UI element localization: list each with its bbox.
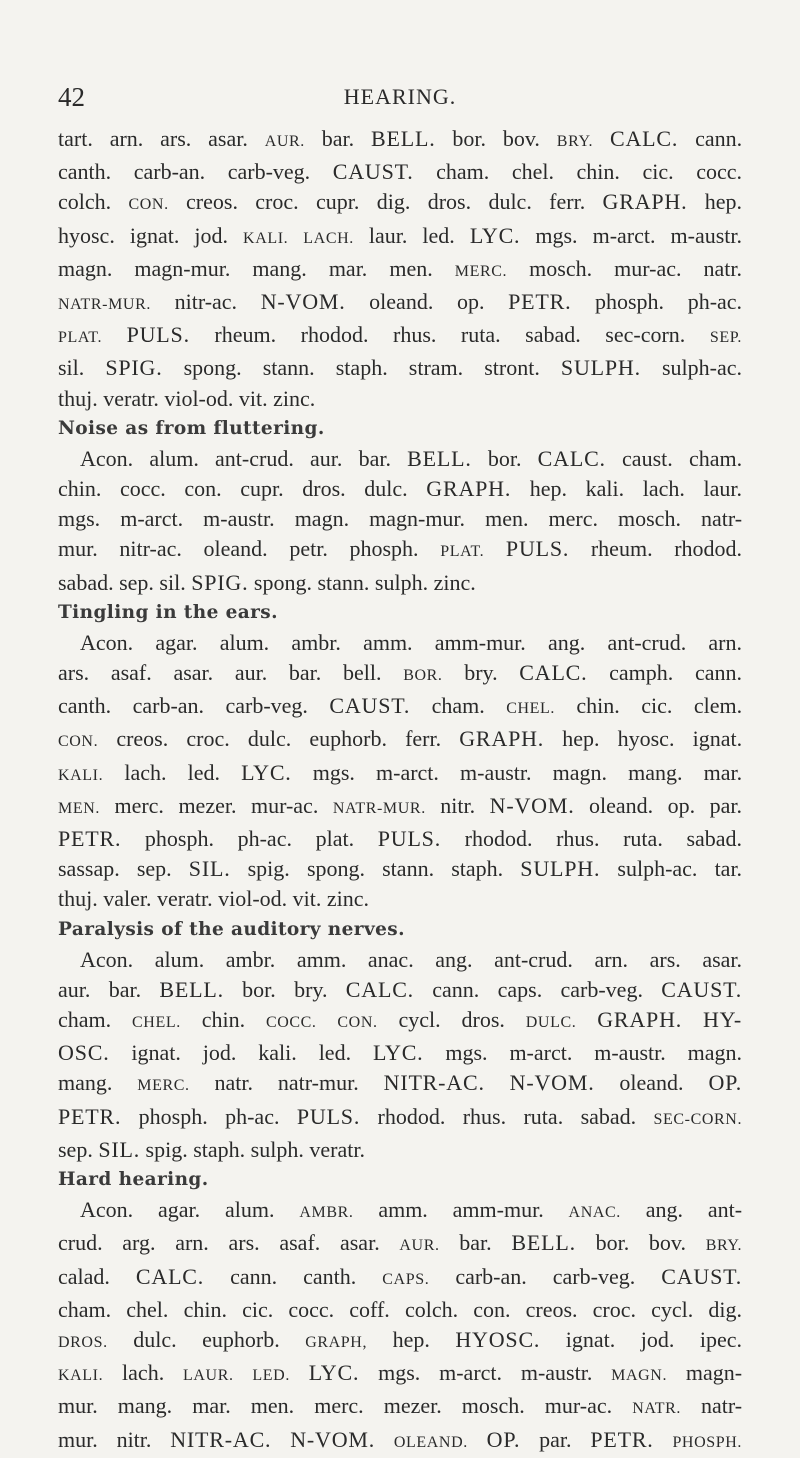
text-line: chin. cocc. con. cupr. dros. dulc. GRAPH. hep. kali. lach. laur. [58,476,743,502]
text-line: CON. creos. croc. dulc. euphorb. ferr. GRAPH. hep. hyosc. ignat. [58,726,743,752]
text-line: ars. asaf. asar. aur. bar. bell. BOR. bry. CALC. camph. cann. [58,660,743,686]
text-line: sil. SPIG. spong. stann. staph. stram. stront. SULPH. sulph-ac. [58,355,742,381]
text-line: mur. nitr. NITR-AC. N-VOM. OLEAND. OP. par. PETR. PHOSPH. [58,1426,742,1452]
text-line: hyosc. ignat. jod. KALI. LACH. laur. led. LYC. mgs. m-arct. m-austr. [58,222,743,248]
text-line: Acon. alum. ant-crud. aur. bar. BELL. bor. CALC. caust. cham. [80,445,743,471]
text-line: Acon. agar. alum. AMBR. amm. amm-mur. ANAC. ang. ant- [80,1197,743,1223]
text-line: canth. carb-an. carb-veg. CAUST. cham. chel. chin. cic. cocc. [58,159,743,185]
page-number: 42 [58,82,85,112]
text-line: PETR. phosph. ph-ac. PULS. rhodod. rhus. ruta. sabad. SEC-CORN. [58,1103,743,1129]
text-line: mgs. m-arct. m-austr. magn. magn-mur. men. merc. mosch. natr- [58,506,743,532]
page-header [58,82,742,116]
paragraph-hard-hearing [58,1195,742,1458]
paragraph-tingling [58,628,742,915]
section-heading: Tingling in the ears. [58,601,278,623]
text-line: PLAT. PULS. rheum. rhodod. rhus. ruta. sabad. sec-corn. SEP. [58,322,743,348]
body-text [58,124,742,1458]
text-line: aur. bar. BELL. bor. bry. CALC. cann. caps. carb-veg. CAUST. [58,976,743,1002]
text-line: mur. mang. mar. men. merc. mezer. mosch. mur-ac. NATR. natr- [58,1393,743,1419]
running-head: HEARING. [343,84,457,109]
text-line: OSC. ignat. jod. kali. led. LYC. mgs. m-arct. m-austr. magn. [58,1040,743,1066]
text-line: KALI. lach. led. LYC. mgs. m-arct. m-austr. magn. mang. mar. [58,759,743,785]
text-line: cham. CHEL. chin. COCC. CON. cycl. dros. DULC. GRAPH. HY- [58,1007,743,1033]
text-line: thuj. veratr. viol-od. vit. zinc. [58,385,316,411]
text-line: cham. chel. chin. cic. cocc. coff. colch. con. creos. croc. cycl. dig. [58,1296,743,1322]
text-line: thuj. valer. veratr. viol-od. vit. zinc. [58,886,370,912]
text-line: KALI. lach. LAUR. LED. LYC. mgs. m-arct. m-austr. MAGN. magn- [58,1360,743,1386]
section-heading: Hard hearing. [58,1169,209,1191]
text-line: canth. carb-an. carb-veg. CAUST. cham. CHEL. chin. cic. clem. [58,693,743,719]
text-line: mang. MERC. natr. natr-mur. NITR-AC. N-VOM. oleand. OP. [58,1070,743,1096]
text-line: magn. magn-mur. mang. mar. men. MERC. mosch. mur-ac. natr. [58,255,743,281]
text-line: colch. CON. creos. croc. cupr. dig. dros. dulc. ferr. GRAPH. hep. [58,189,743,215]
section-heading: Paralysis of the auditory nerves. [58,918,405,940]
text-line: PETR. phosph. ph-ac. plat. PULS. rhodod. rhus. ruta. sabad. [58,826,743,852]
text-line: Acon. agar. alum. ambr. amm. amm-mur. ang. ant-crud. arn. [80,629,743,655]
text-line: DROS. dulc. euphorb. GRAPH, hep. HYOSC. ignat. jod. ipec. [58,1326,743,1352]
paragraph-noise [58,444,742,598]
text-line: tart. arn. ars. asar. AUR. bar. BELL. bor. bov. BRY. CALC. cann. [58,126,743,151]
text-line: sabad. sep. sil. SPIG. spong. stann. sulph. zinc. [58,569,476,595]
text-line: sep. SIL. spig. staph. sulph. veratr. [58,1136,365,1162]
text-line: mur. nitr-ac. oleand. petr. phosph. PLAT. PULS. rheum. rhodod. [58,536,743,562]
text-line: crud. arg. arn. ars. asaf. asar. AUR. bar. BELL. bor. bov. BRY. [58,1230,743,1256]
text-line: Acon. alum. ambr. amm. anac. ang. ant-crud. arn. ars. asar. [80,946,743,972]
paragraph-intro [58,124,742,414]
text-line: NATR-MUR. nitr-ac. N-VOM. oleand. op. PETR. phosph. ph-ac. [58,289,743,315]
text-line: calad. CALC. cann. canth. CAPS. carb-an. carb-veg. CAUST. [58,1263,743,1289]
paragraph-paralysis [58,945,742,1165]
text-line: MEN. merc. mezer. mur-ac. NATR-MUR. nitr. N-VOM. oleand. op. par. [58,792,743,818]
text-line: sassap. sep. SIL. spig. spong. stann. staph. SULPH. sulph-ac. tar. [58,856,743,882]
section-heading: Noise as from fluttering. [58,417,325,439]
